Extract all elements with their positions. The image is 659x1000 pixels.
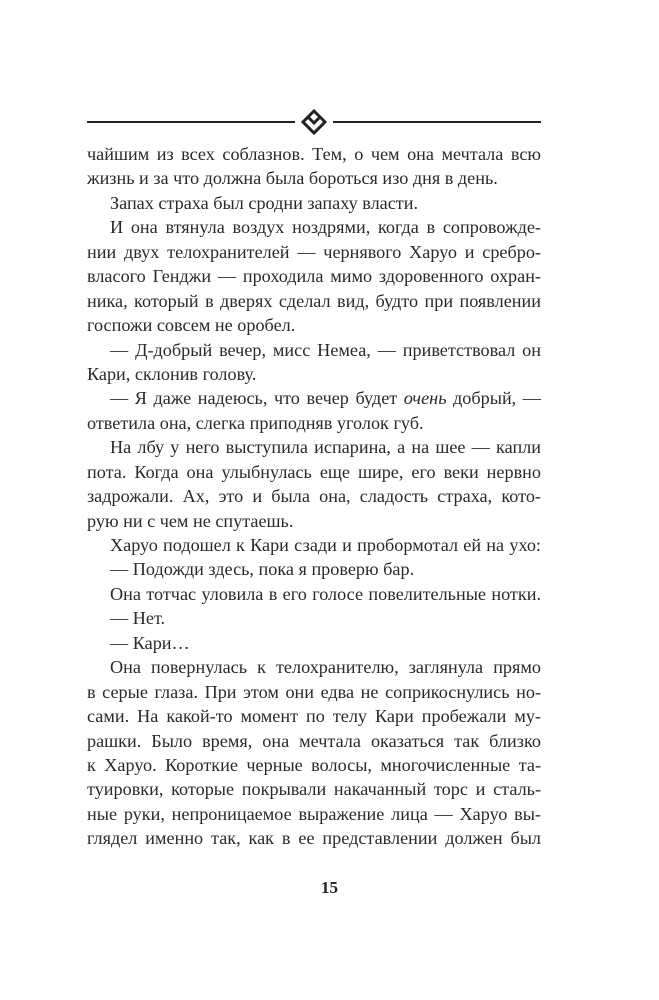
- text-line-continuation: добрый, —: [446, 388, 541, 409]
- text-line-content: ника, который в дверях сделал вид, будто при появлении: [87, 290, 541, 311]
- text-line: [87, 435, 541, 459]
- text-line-content: чайшим из всех соблазнов. Тем, о чем она мечтала всю: [87, 144, 541, 164]
- text-line: [87, 680, 541, 704]
- text-line-content: пота. Когда она улыбнулась еще шире, его веки нервно: [87, 461, 541, 482]
- text-line-content: нии двух телохранителей — чернявого Харуо и сребро-: [87, 241, 541, 262]
- divider-line-left: [87, 121, 295, 123]
- text-line-content: И она втянула воздух ноздрями, когда в сопровожде-: [110, 217, 541, 238]
- text-line: [87, 655, 541, 679]
- text-line: [87, 142, 541, 166]
- emphasized-word: очень: [403, 388, 447, 409]
- text-line-content: жизнь и за что должна была бороться изо дня в день.: [87, 168, 498, 189]
- text-line-content: власого Генджи — проходила мимо здоровенного охран-: [87, 266, 541, 287]
- text-line-content: Кари, склонив голову.: [87, 363, 257, 384]
- text-line-content: рашки. Было время, она мечтала оказаться так близко: [87, 730, 541, 751]
- text-line: [87, 191, 541, 215]
- text-line: [87, 753, 541, 777]
- divider-line-right: [333, 121, 541, 123]
- text-line-content: — Нет.: [110, 608, 166, 629]
- text-line-content: ные руки, непроницаемое выражение лица — Харуо вы-: [87, 803, 541, 824]
- text-line: [87, 289, 541, 313]
- text-line-content: На лбу у него выступила испарина, а на шее — капли: [110, 437, 541, 458]
- text-line-content: сами. На какой-то момент по телу Кари пробежали му-: [87, 706, 541, 727]
- text-line: [87, 338, 541, 362]
- text-line: [87, 729, 541, 753]
- text-line-content: Харуо подошел к Кари сзади и пробормотал ей на ухо:: [110, 535, 541, 555]
- text-line-content: — Подожди здесь, пока я проверю бар.: [110, 559, 415, 580]
- text-line-content: — Я даже надеюсь, что вечер будет: [110, 388, 404, 409]
- text-line: [87, 460, 541, 484]
- text-line: [87, 777, 541, 801]
- text-line-content: рую ни с чем не спутаешь.: [87, 510, 294, 531]
- text-line: [87, 215, 541, 239]
- text-line-content: к Харуо. Короткие черные волосы, многочисленные та-: [87, 754, 541, 775]
- text-line-content: в серые глаза. При этом они едва не соприкоснулись но-: [87, 681, 541, 702]
- text-line: [87, 826, 541, 850]
- text-line: [87, 704, 541, 728]
- text-line-content: туировки, которые покрывали накачанный торс и сталь-: [87, 779, 541, 800]
- text-line-content: ответила она, слегка приподняв уголок губ.: [87, 412, 424, 433]
- text-line-content: Она тотчас уловила в его голосе повелительные нотки.: [110, 583, 541, 604]
- page-number: 15: [321, 878, 338, 897]
- text-line-content: Запах страха был сродни запаху власти.: [110, 192, 419, 213]
- text-line: [87, 533, 541, 557]
- text-line: [87, 802, 541, 826]
- text-line-content: глядел именно так, как в ее представлении должен был: [87, 828, 541, 849]
- text-line-content: госпожи совсем не оробел.: [87, 315, 296, 336]
- text-line: [87, 386, 541, 410]
- text-line: [87, 509, 541, 533]
- double-diamond-ornament-icon: [299, 108, 329, 136]
- text-line: [87, 557, 541, 581]
- body-text: [87, 142, 541, 851]
- text-line: [87, 606, 541, 630]
- text-line: [87, 264, 541, 288]
- text-line: [87, 582, 541, 606]
- text-line: [87, 313, 541, 337]
- text-line-content: — Д-добрый вечер, мисс Немеа, — приветствовал он: [110, 339, 541, 360]
- text-line-content: — Кари…: [110, 632, 190, 653]
- text-line-content: задрожали. Ах, это и была она, сладость страха, кото-: [87, 486, 541, 507]
- text-line: [87, 411, 541, 435]
- text-line: [87, 166, 541, 190]
- text-line: [87, 362, 541, 386]
- text-line: [87, 631, 541, 655]
- text-line-content: Она повернулась к телохранителю, заглянула прямо: [110, 657, 541, 678]
- text-line: [87, 484, 541, 508]
- text-line: [87, 240, 541, 264]
